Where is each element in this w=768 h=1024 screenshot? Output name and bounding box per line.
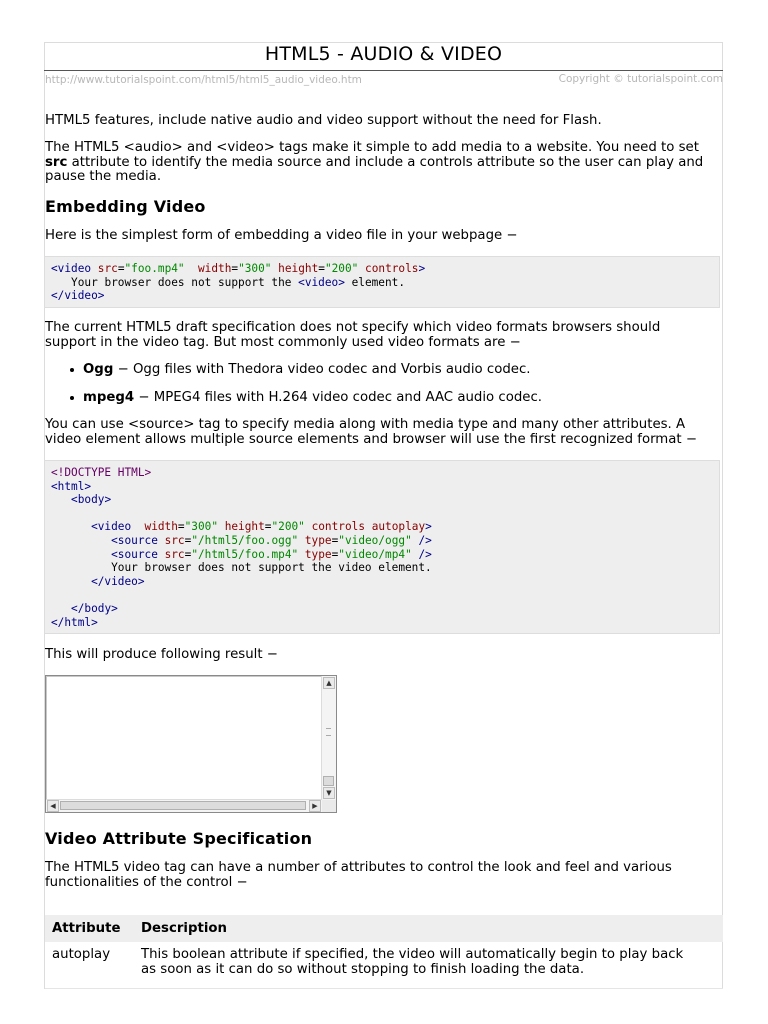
title-divider bbox=[44, 70, 723, 71]
list-item bbox=[45, 362, 542, 390]
attribute-cell: autoplay bbox=[45, 942, 134, 989]
code-block-multi-source: <!DOCTYPE HTML> <html> <body> <video width="300" height="200" controls autoplay> <source src="/html5/foo.ogg" type="video/ogg" /> <source src="/html5/foo.mp4" type="video/mp4" /> Your browser does not support the video element. </video> </body> </html> bbox=[44, 460, 720, 634]
scroll-grip-icon bbox=[326, 728, 331, 736]
formats-paragraph bbox=[45, 321, 725, 350]
intro-p2-line2 bbox=[45, 156, 725, 171]
source-tag-paragraph bbox=[45, 418, 725, 447]
vertical-scroll-thumb[interactable] bbox=[323, 776, 334, 786]
copyright-notice: Copyright © tutorialspoint.com bbox=[558, 73, 723, 85]
format-desc: − MPEG4 files with H.264 video codec and AAC audio codec. bbox=[134, 390, 542, 405]
format-term: Ogg bbox=[83, 362, 114, 377]
code-block-simple-video: <video src="foo.mp4" width="300" height="200" controls> Your browser does not support the <video> element. </video> bbox=[44, 256, 720, 308]
scroll-down-button[interactable]: ▼ bbox=[323, 787, 335, 799]
description-line2: as soon as it can do so without stopping to finish loading the data. bbox=[141, 961, 585, 977]
intro-p2-line3: pause the media. bbox=[45, 169, 162, 184]
scroll-right-button[interactable]: ▶ bbox=[309, 800, 321, 812]
vertical-scrollbar[interactable] bbox=[321, 676, 336, 800]
intro-p2-line2-text: attribute to identify the media source and include a controls attribute so the user can play and bbox=[67, 154, 704, 170]
intro-paragraph-2 bbox=[45, 141, 725, 185]
heading-embedding-video: Embedding Video bbox=[45, 197, 206, 216]
attribute-intro bbox=[45, 861, 725, 890]
formats-list bbox=[45, 362, 542, 418]
source-tag-line1: You can use <source> tag to specify media along with media type and many other attributes. A bbox=[45, 417, 686, 432]
scroll-up-button[interactable]: ▲ bbox=[323, 677, 335, 689]
result-frame[interactable] bbox=[45, 675, 337, 813]
format-term: mpeg4 bbox=[83, 390, 135, 405]
table-header-row bbox=[45, 915, 723, 942]
description-cell bbox=[134, 942, 723, 989]
src-keyword: src bbox=[45, 154, 68, 170]
format-desc: − Ogg files with Thedora video codec and Vorbis audio codec. bbox=[113, 362, 531, 377]
source-tag-line2: video element allows multiple source elements and browser will use the first recognized format − bbox=[45, 431, 697, 447]
attribute-intro-line1: The HTML5 video tag can have a number of attributes to control the look and feel and various bbox=[45, 860, 672, 875]
scrollbar-corner bbox=[322, 800, 336, 812]
formats-line2: support in the video tag. But most commonly used video formats are − bbox=[45, 334, 521, 350]
table-row bbox=[45, 942, 723, 989]
formats-line1: The current HTML5 draft specification does not specify which video formats browsers should bbox=[45, 320, 661, 335]
result-lead: This will produce following result − bbox=[45, 647, 278, 662]
column-header-attribute: Attribute bbox=[45, 915, 134, 942]
horizontal-scroll-thumb[interactable] bbox=[60, 801, 306, 810]
page-title: HTML5 - AUDIO & VIDEO bbox=[264, 43, 503, 65]
source-url[interactable]: http://www.tutorialspoint.com/html5/html5_audio_video.htm bbox=[45, 74, 362, 86]
intro-paragraph-1: HTML5 features, include native audio and video support without the need for Flash. bbox=[45, 113, 602, 128]
horizontal-scrollbar[interactable] bbox=[46, 799, 322, 812]
attribute-table bbox=[45, 915, 723, 989]
description-line1: This boolean attribute if specified, the video will automatically begin to play back bbox=[141, 947, 684, 962]
heading-video-attribute-spec: Video Attribute Specification bbox=[45, 829, 313, 848]
column-header-description: Description bbox=[134, 915, 723, 942]
scroll-left-button[interactable]: ◀ bbox=[47, 800, 59, 812]
list-item bbox=[45, 390, 542, 418]
intro-p2-line1: The HTML5 <audio> and <video> tags make it simple to add media to a website. You need to set bbox=[45, 140, 699, 155]
embedding-lead: Here is the simplest form of embedding a video file in your webpage − bbox=[45, 228, 518, 243]
attribute-intro-line2: functionalities of the control − bbox=[45, 874, 248, 890]
